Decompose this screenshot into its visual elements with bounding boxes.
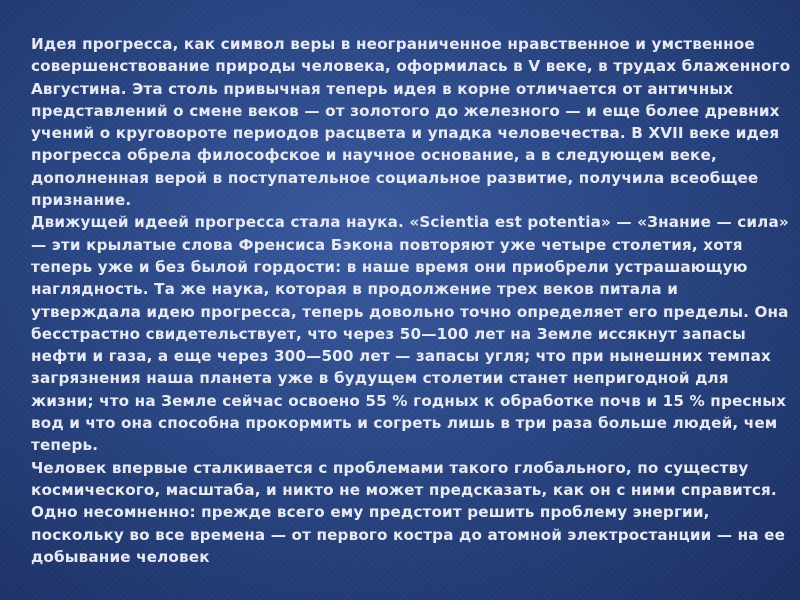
paragraph-progress-idea: Идея прогресса, как символ веры в неограниченное нравственное и умственное совершенствование природы человека, оформилась в V веке, в трудах блаженного Августина. Эта столь привычная теперь идея в корне отличается от античных представлений о смене веков — от золотого до железного — и еще более древних учений о круговороте периодов расцвета и упадка человечества. В XVII веке идея прогресса обрела философское и научное основание, а в следующем веке, дополненная верой в поступательное социальное развитие, получила всеобщее признание. <box>31 35 791 210</box>
slide-text <box>31 33 791 568</box>
paragraph-science: Движущей идеей прогресса стала наука. «Scientia est potentia» — «Знание — сила» — эти крылатые слова Френсиса Бэкона повторяют уже четыре столетия, хотя теперь уже и без былой гордости: в наше время они приобрели устрашающую наглядность. Та же наука, которая в продолжение трех веков питала и утверждала идею прогресса, теперь довольно точно определяет его пределы. Она бесстрастно свидетельствует, что через 50—100 лет на Земле иссякнут запасы нефти и газа, а еще через 300—500 лет — запасы угля; что при нынешних темпах загрязнения наша планета уже в будущем столетии станет непригодной для жизни; что на Земле сейчас освоено 55 % годных к обработке почв и 15 % пресных вод и что она способна прокормить и согреть лишь в три раза больше людей, чем теперь. <box>31 213 789 455</box>
paragraph-energy: Человек впервые сталкивается с проблемами такого глобального, по существу космического, масштаба, и никто не может предсказать, как он с ними справится. Одно несомненно: прежде всего ему предстоит решить проблему энергии, поскольку во все времена — от первого костра до атомной электростанции — на ее добывание человек <box>31 458 786 566</box>
